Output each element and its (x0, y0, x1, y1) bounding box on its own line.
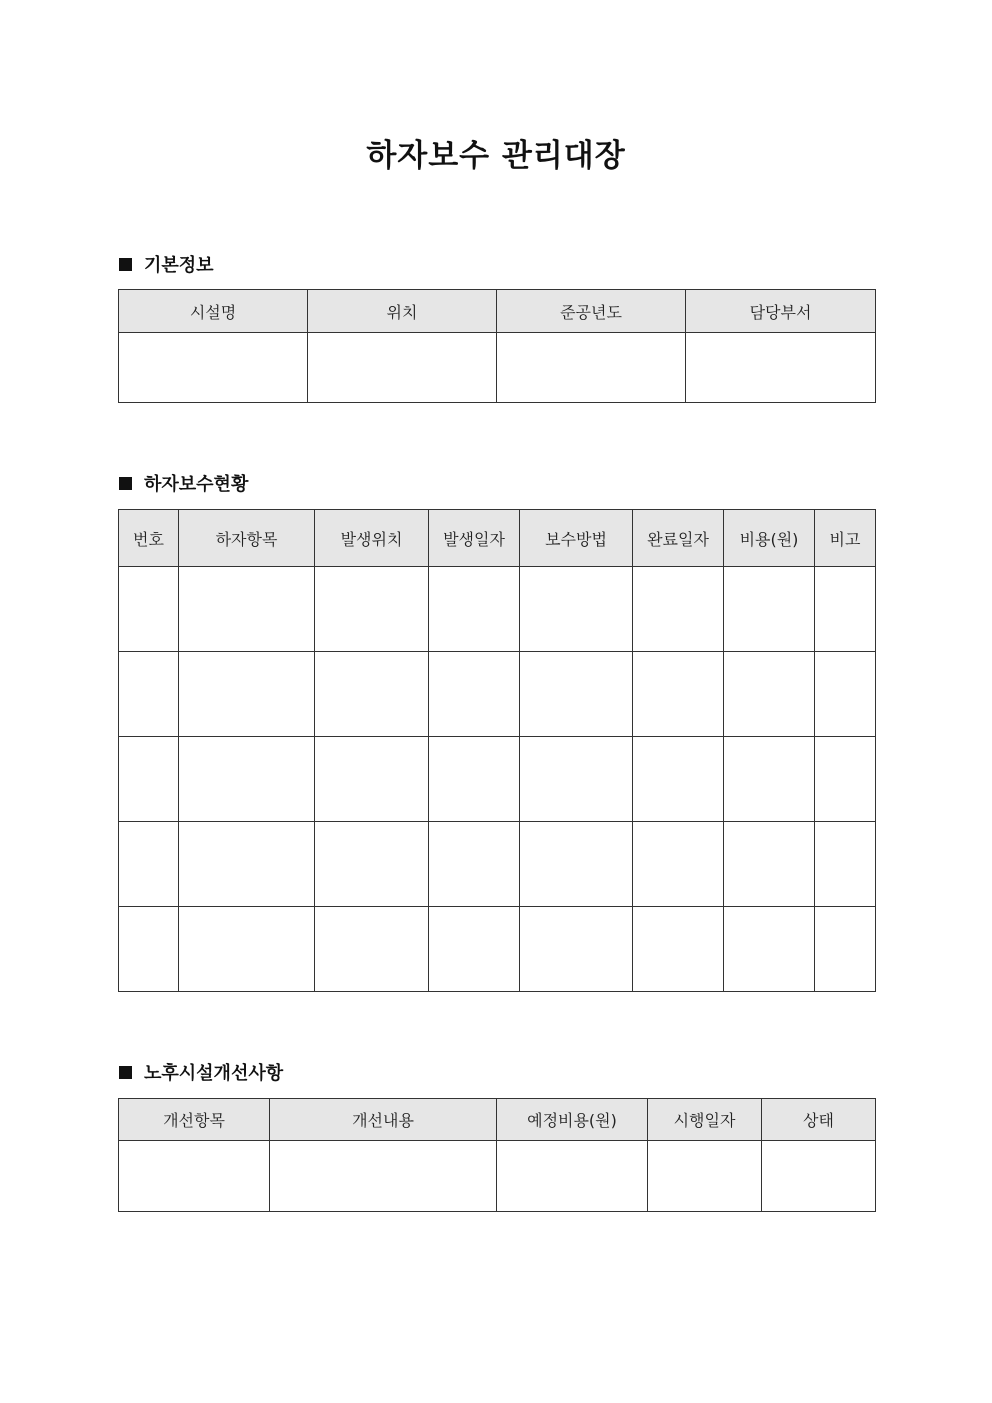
column-header: 완료일자 (633, 510, 724, 567)
table-cell[interactable] (315, 907, 429, 992)
table-cell[interactable] (633, 567, 724, 652)
column-header: 발생위치 (315, 510, 429, 567)
table-row (119, 567, 876, 652)
table-cell[interactable] (119, 333, 308, 403)
table-row (119, 652, 876, 737)
table-cell[interactable] (119, 822, 179, 907)
section-heading-basic (119, 251, 214, 277)
table-cell[interactable] (724, 652, 815, 737)
table-cell[interactable] (315, 567, 429, 652)
table-cell[interactable] (270, 1141, 497, 1212)
table-cell[interactable] (520, 822, 633, 907)
table-cell[interactable] (633, 907, 724, 992)
table-cell[interactable] (724, 737, 815, 822)
table-cell[interactable] (815, 822, 876, 907)
table-cell[interactable] (520, 907, 633, 992)
square-bullet-icon (119, 1066, 132, 1079)
table-cell[interactable] (429, 567, 520, 652)
column-header: 시설명 (119, 290, 308, 333)
table-cell[interactable] (315, 737, 429, 822)
table-cell[interactable] (815, 907, 876, 992)
table-header-row (119, 1099, 876, 1141)
table-cell[interactable] (762, 1141, 876, 1212)
section-heading-improve (119, 1059, 283, 1085)
column-header: 개선내용 (270, 1099, 497, 1141)
column-header: 예정비용(원) (497, 1099, 648, 1141)
table-cell[interactable] (633, 737, 724, 822)
section-heading-label: 하자보수현황 (144, 474, 249, 495)
table-cell[interactable] (429, 822, 520, 907)
column-header: 비용(원) (724, 510, 815, 567)
table-row (119, 333, 876, 403)
defect-repair-table (118, 509, 876, 992)
column-header: 시행일자 (648, 1099, 762, 1141)
table-cell[interactable] (648, 1141, 762, 1212)
column-header: 상태 (762, 1099, 876, 1141)
facility-improvement-table (118, 1098, 876, 1212)
table-cell[interactable] (179, 652, 315, 737)
table-row (119, 907, 876, 992)
table-cell[interactable] (315, 822, 429, 907)
table-header-row (119, 290, 876, 333)
table-row (119, 822, 876, 907)
table-cell[interactable] (119, 737, 179, 822)
table-row (119, 1141, 876, 1212)
page-title: 하자보수 관리대장 (366, 138, 626, 174)
table-header-row (119, 510, 876, 567)
table-cell[interactable] (315, 652, 429, 737)
table-cell[interactable] (520, 567, 633, 652)
table-cell[interactable] (633, 822, 724, 907)
table-cell[interactable] (520, 737, 633, 822)
column-header: 보수방법 (520, 510, 633, 567)
table-cell[interactable] (308, 333, 497, 403)
column-header: 하자항목 (179, 510, 315, 567)
table-cell[interactable] (429, 907, 520, 992)
column-header: 비고 (815, 510, 876, 567)
table-cell[interactable] (429, 737, 520, 822)
table-cell[interactable] (119, 652, 179, 737)
column-header: 번호 (119, 510, 179, 567)
table-cell[interactable] (119, 567, 179, 652)
table-cell[interactable] (815, 652, 876, 737)
table-cell[interactable] (686, 333, 876, 403)
table-cell[interactable] (520, 652, 633, 737)
table-cell[interactable] (497, 333, 686, 403)
table-cell[interactable] (633, 652, 724, 737)
table-cell[interactable] (815, 567, 876, 652)
square-bullet-icon (119, 258, 132, 271)
square-bullet-icon (119, 477, 132, 490)
table-cell[interactable] (179, 822, 315, 907)
table-row (119, 737, 876, 822)
table-cell[interactable] (724, 822, 815, 907)
table-cell[interactable] (119, 1141, 270, 1212)
section-heading-label: 기본정보 (144, 255, 214, 276)
table-cell[interactable] (119, 907, 179, 992)
column-header: 준공년도 (497, 290, 686, 333)
column-header: 개선항목 (119, 1099, 270, 1141)
table-cell[interactable] (179, 737, 315, 822)
table-cell[interactable] (724, 907, 815, 992)
table-cell[interactable] (179, 567, 315, 652)
table-cell[interactable] (497, 1141, 648, 1212)
column-header: 담당부서 (686, 290, 876, 333)
table-cell[interactable] (179, 907, 315, 992)
table-cell[interactable] (815, 737, 876, 822)
column-header: 발생일자 (429, 510, 520, 567)
section-heading-label: 노후시설개선사항 (144, 1063, 284, 1084)
column-header: 위치 (308, 290, 497, 333)
basic-info-table (118, 289, 876, 403)
table-cell[interactable] (724, 567, 815, 652)
table-cell[interactable] (429, 652, 520, 737)
section-heading-defect (119, 470, 248, 496)
